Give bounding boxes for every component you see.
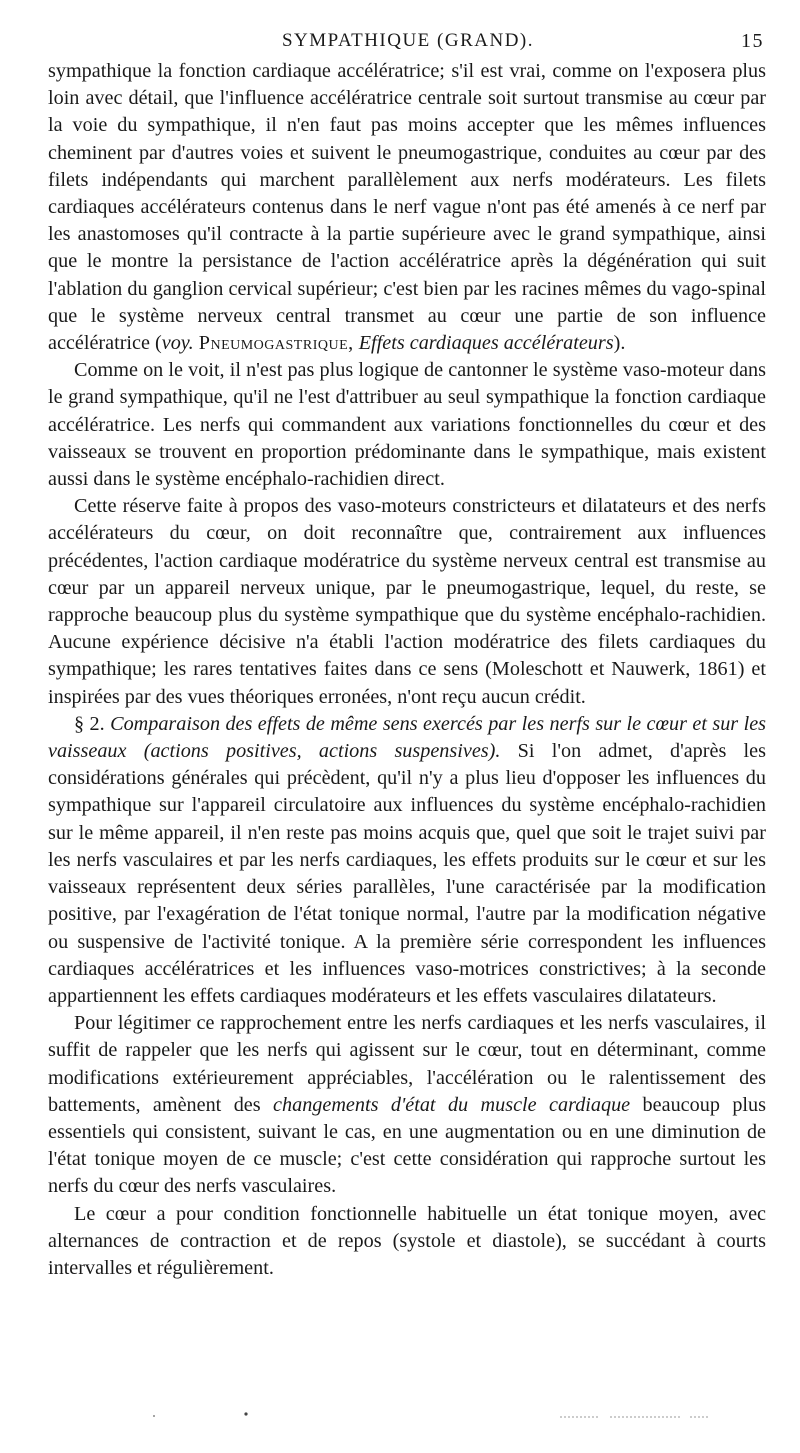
page-body [48, 58, 766, 1282]
section-number: § 2. [74, 712, 105, 735]
paragraph-1 [48, 58, 766, 357]
scan-artifact-dots [150, 1410, 710, 1422]
running-header [52, 30, 764, 60]
paragraph-3: Cette réserve faite à propos des vaso-moteurs constricteurs et dilatateurs et des nerfs accélérateurs du cœur, on doit reconnaître que, contrairement aux influences précédentes, l'action cardiaque modératrice du système nerveux central est transmise au cœur par un appareil nerveux unique, par le pneumogastrique, lequel, du reste, se rapproche beaucoup plus du système sympathique que du système encéphalo-rachidien. Aucune expérience décisive n'a établi l'action modératrice des filets cardiaques du sympathique; les rares tentatives faites dans ce sens (Moleschott et Nauwerk, 1861) et inspirées par des vues théoriques erronées, n'ont reçu aucun crédit. [48, 495, 766, 708]
paragraph-4-text: Si l'on admet, d'après les considérations générales qui précèdent, qu'il n'y a plus lieu d'opposer les influences du sympathique sur l'appareil circulatoire aux influences du système encéphalo-rachidien sur le même appareil, il n'en reste pas moins acquis que, quel que soit le trajet suivi par les nerfs vasculaires et par les nerfs cardiaques, les effets produits sur le cœur et sur les vaisseaux représentent deux séries parallèles, l'une caractérisée par la modification positive, par l'exagération de l'état tonique normal, l'autre par la modification négative ou suspensive de l'activité tonique. A la première série correspondent les influences cardiaques accélératrices et les influences vaso-motrices constrictives; à la seconde appartiennent les effets cardiaques modérateurs et les effets vasculaires dilatateurs. [48, 740, 766, 1007]
voy-abbrev: voy. [161, 332, 194, 355]
paragraph-5-text-b: beaucoup plus essentiels qui consistent, suivant le cas, en une augmentation ou en une diminution de l'état tonique moyen de ce muscle; c'est cette considération qui rapproche surtout les nerfs du cœur des nerfs vasculaires. [48, 1093, 766, 1198]
section-heading: Comparaison des effets de même sens exercés par les nerfs sur le cœur et sur les vaisseaux ( [48, 712, 767, 763]
bottom-scan-marks [150, 1410, 710, 1422]
page-number: 15 [741, 30, 764, 52]
paragraph-4 [48, 711, 766, 1010]
paragraph-1-text: sympathique la fonction cardiaque accélératrice; s'il est vrai, comme on l'exposera plus loin avec détail, que l'influence accélératrice centrale soit surtout transmise au cœur par la voie du sympathique, il n'en faut pas moins accepter que les mêmes influences cheminent par d'autres voies et suivent le pneumogastrique, conduites au cœur par des filets indépendants qui marchent parallèlement aux nerfs modérateurs. Les filets cardiaques accélérateurs contenus dans le nerf vague n'ont pas été amenés à ce nerf par les anastomoses qu'il contracte à la partie supérieure avec le grand sympathique, ainsi que le montre la persistance de l'action accélératrice après la dégénération qui suit l'ablation du ganglion cervical supérieur; c'est bien par les racines mêmes du vago-spinal que le système nerveux central transmet au cœur une partie de son influence accélératrice ( [48, 60, 766, 355]
section-heading-paren: actions positives, actions suspensives [150, 740, 489, 763]
running-title: SYMPATHIQUE (GRAND). [281, 30, 535, 51]
cross-reference-section: Effets cardiaques accélérateurs [358, 332, 614, 355]
paragraph-2: Comme on le voit, il n'est pas plus logique de cantonner le système vaso-moteur dans le grand sympathique, qu'il ne l'est d'attribuer au seul sympathique la fonction cardiaque accélératrice. Les nerfs qui commandent aux variations fonctionnelles du cœur et des vaisseaux se trouvent en proportion prédominante dans le sympathique, mais existent aussi dans le système encéphalo-rachidien direct. [48, 359, 766, 491]
paragraph-1-end: ). [613, 332, 626, 355]
paragraph-6: Le cœur a pour condition fonctionnelle habituelle un état tonique moyen, avec alternances de contraction et de repos (systole et diastole), se succédant à courts intervalles et régulièrement. [48, 1202, 766, 1279]
paragraph-5 [48, 1010, 766, 1200]
cross-reference: Pneumogastrique, [198, 332, 354, 355]
paragraph-5-italic: changements d'état du muscle cardiaque [273, 1093, 631, 1116]
paragraph-5-text-a: Pour légitimer ce rapprochement entre les nerfs cardiaques et les nerfs vasculaires, il suffit de rappeler que les nerfs qui agissent sur le cœur, tout en déterminant, comme modifications extérieurement appréciables, l'accélération ou le ralentissement des battements, amènent des [48, 1012, 766, 1116]
section-heading-end: ). [488, 740, 501, 763]
